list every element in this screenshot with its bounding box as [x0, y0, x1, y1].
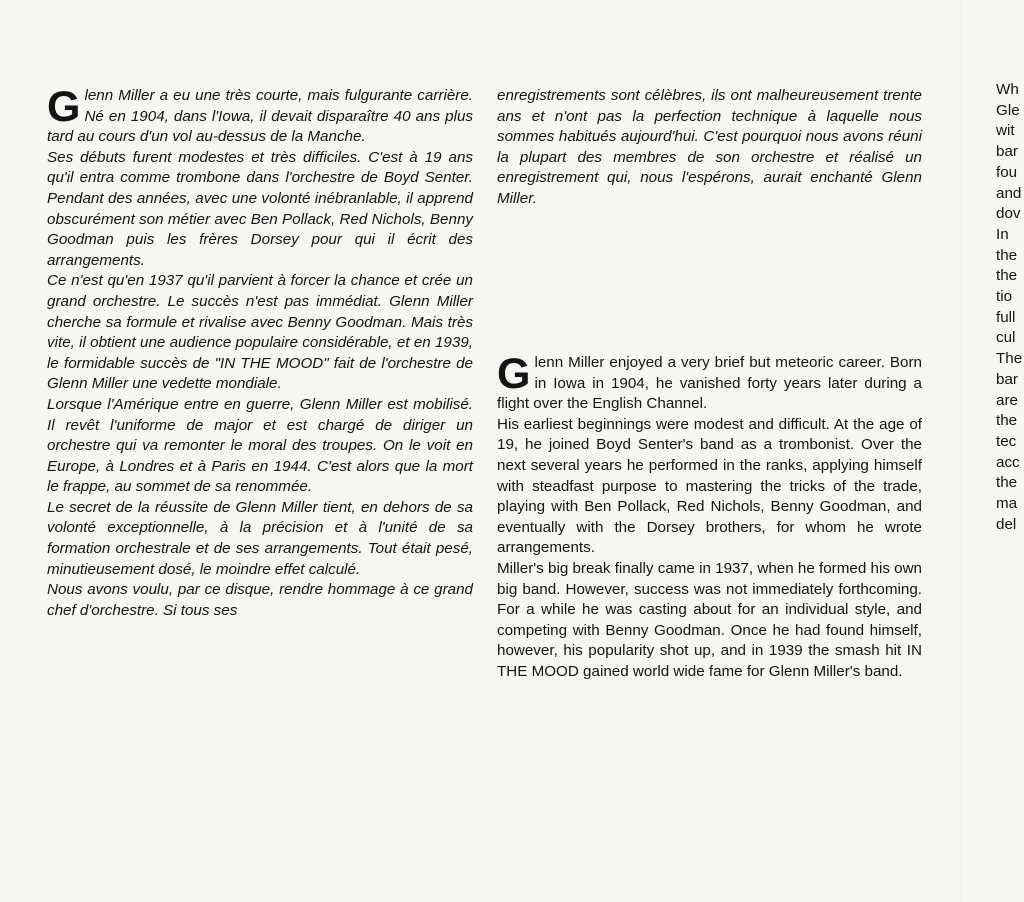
clipped-line: ma — [996, 495, 1018, 513]
english-drop-cap: G — [497, 350, 531, 398]
clipped-line: the — [996, 412, 1018, 430]
clipped-line: the — [996, 474, 1018, 492]
french-paragraph-3: Ce n'est qu'en 1937 qu'il parvient à forcer la chance et crée un grand orchestre. Le succès n'est pas immédiat. Glenn Miller cherche sa formule et rivalise avec Benny Goodman. Mais très vite, il obtient une audience populaire considérable, et en 1939, le formidable succès de "IN THE MOOD" fait de l'orchestre de Glenn Miller une vedette mondiale. — [47, 272, 473, 393]
french-drop-cap: G — [47, 83, 81, 131]
english-paragraph-2: His earliest beginnings were modest and difficult. At the age of 19, he joined Boyd Senter's band as a trombonist. Over the next several years he performed in the ranks, applying himself with steadfast purpose to mastering the tricks of the trade, playing with Ben Pollack, Red Nichols, Benny Goodman, and eventually with the Dorsey brothers, for whom he wrote arrangements. — [497, 415, 922, 557]
english-paragraph-3: Miller's big break finally came in 1937, when he formed his own big band. However, success was not immediately forthcoming. For a while he was casting about for an individual style, and competing with Benny Goodman. Once he had found himself, however, his popularity shot up, and in 1939 the smash hit IN THE MOOD gained world wide fame for Glenn Miller's band. — [497, 559, 922, 680]
french-paragraph-6: Nous avons voulu, par ce disque, rendre hommage à ce grand chef d'orchestre. Si tous ses — [47, 581, 473, 619]
clipped-lines — [996, 80, 1024, 535]
clipped-line: are — [996, 391, 1018, 409]
clipped-line: acc — [996, 453, 1020, 471]
clipped-line: fou — [996, 163, 1018, 181]
english-text-column — [497, 350, 922, 683]
english-paragraph-1: lenn Miller enjoyed a very brief but meteoric career. Born in Iowa in 1904, he vanished forty years later during a flight over the English Channel. — [497, 354, 922, 413]
french-continuation-paragraph: enregistrements sont célèbres, ils ont malheureusement trente ans et n'ont pas la perfection technique à laquelle nous sommes habitués aujourd'hui. C'est pourquoi nous avons réuni la plupart des membres de son orchestre et réalisé un enregistrement qui, nous l'espérons, aurait enchanté Glenn Miller. — [497, 87, 922, 207]
clipped-line: the — [996, 246, 1018, 264]
clipped-next-column — [996, 80, 1024, 550]
clipped-line: In — [996, 225, 1009, 243]
clipped-line: tec — [996, 432, 1017, 450]
clipped-line: The — [996, 350, 1023, 368]
clipped-line: Wh — [996, 81, 1019, 98]
clipped-line: bar — [996, 370, 1018, 388]
clipped-line: del — [996, 515, 1017, 533]
french-paragraph-4: Lorsque l'Amérique entre en guerre, Glenn Miller est mobilisé. Il revêt l'uniforme de major et est chargé de diriger un orchestre qui va remonter le moral des troupes. On le voit en Europe, à Londres et à Paris en 1944. C'est alors que la mort le frappe, au sommet de sa renommée. — [47, 395, 473, 496]
french-paragraph-1: lenn Miller a eu une très courte, mais fulgurante carrière. Né en 1904, dans l'Iowa, il devait disparaître 40 ans plus tard au cours d'un vol au-dessus de la Manche. — [47, 87, 473, 146]
french-continuation-column — [497, 86, 922, 210]
clipped-line: dov — [996, 205, 1021, 223]
french-paragraph-5: Le secret de la réussite de Glenn Miller tient, en dehors de sa volonté exceptionnelle, à la précision et à l'unité de sa formation orchestrale et de ses arrangements. Tout était pesé, minutieusement dosé, le moindre effet calculé. — [47, 498, 473, 578]
clipped-line: Gle — [996, 101, 1020, 119]
clipped-line: full — [996, 308, 1016, 326]
french-paragraph-2: Ses débuts furent modestes et très difficiles. C'est à 19 ans qu'il entra comme trombone dans l'orchestre de Boyd Senter. Pendant des années, avec une volonté inébranlable, il apprend obscurément son métier avec Ben Pollack, Red Nichols, Benny Goodman puis les frères Dorsey pour qui il écrit des arrangements. — [47, 148, 473, 269]
page-crease — [960, 0, 962, 902]
clipped-line: cul — [996, 329, 1016, 347]
clipped-line: the — [996, 267, 1018, 285]
clipped-line: bar — [996, 143, 1018, 161]
clipped-line: and — [996, 184, 1022, 202]
french-text-column — [47, 83, 473, 621]
clipped-line: wit — [996, 122, 1015, 140]
clipped-line: tio — [996, 288, 1013, 306]
